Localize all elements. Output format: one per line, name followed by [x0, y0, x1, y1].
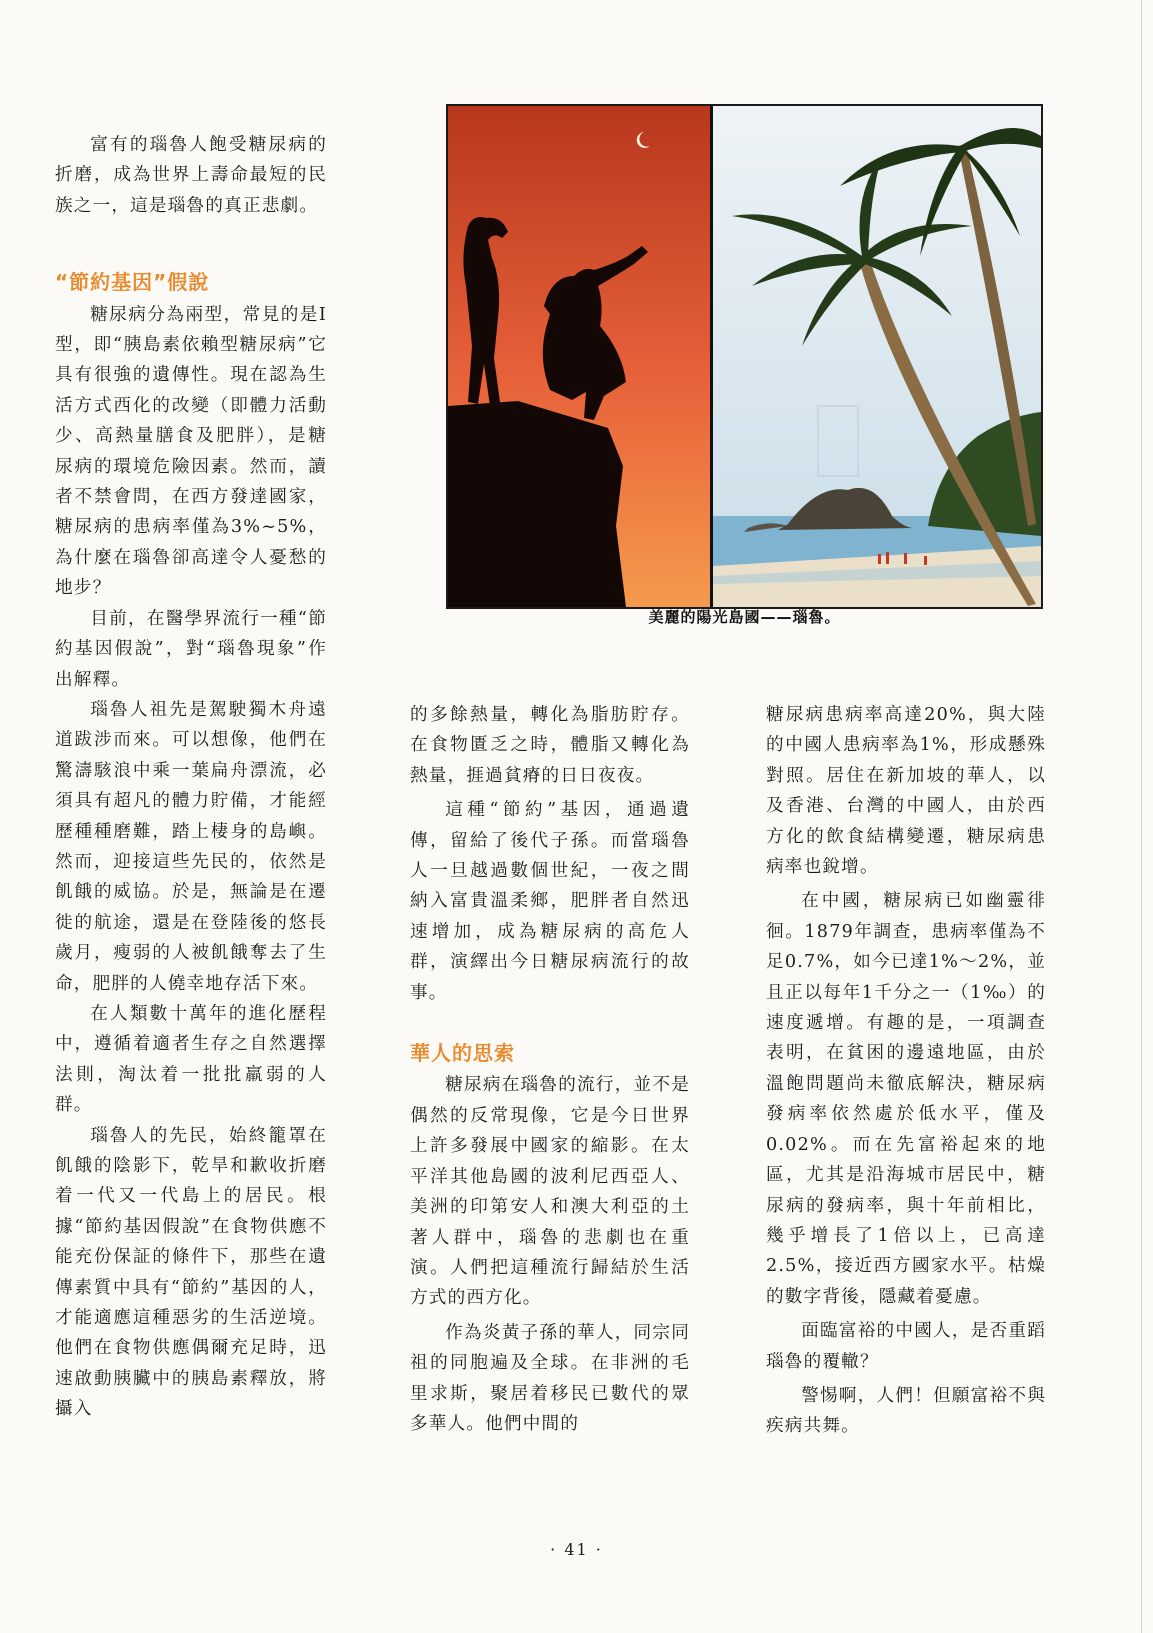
body-paragraph: 的多餘熱量，轉化為脂肪貯存。在食物匱乏之時，體脂又轉化為熱量，捱過貧瘠的日日夜夜。: [410, 705, 690, 786]
beach-palms-scene: [713, 106, 1041, 607]
article-column-right: [766, 700, 1046, 1442]
body-paragraph: 作為炎黃子孫的華人，同宗同祖的同胞遍及全球。在非洲的毛里求斯，聚居着移民已數代的眾多華人。他們中間的: [410, 1322, 690, 1434]
body-paragraph: 瑙魯人的先民，始終籠罩在飢餓的陰影下，乾旱和歉收折磨着一代又一代島上的居民。根據“節約基因假說”在食物供應不能充份保証的條件下，那些在遺傳素質中具有“節約”基因的人，才能適應這種惡劣的生活逆境。他們在食物供應偶爾充足時，迅速啟動胰臟中的胰島素釋放，將攝入: [55, 1125, 327, 1420]
sunset-silhouette-scene: [448, 106, 710, 607]
scan-edge-line: [1141, 0, 1142, 1633]
photo-nauru-collage: [446, 104, 1043, 609]
body-paragraph: 糖尿病患病率高達20%，與大陸的中國人患病率為1%，形成懸殊對照。居住在新加坡的華人，以及香港、台灣的中國人，由於西方化的飲食結構變遷，糖尿病患病率也銳增。: [766, 705, 1046, 878]
body-paragraph: 面臨富裕的中國人，是否重蹈瑙魯的覆轍？: [766, 1321, 1046, 1372]
page-number: · 41 ·: [550, 1540, 603, 1559]
body-paragraph: 警惕啊，人們！但願富裕不與疾病共舞。: [766, 1385, 1046, 1437]
article-column-middle: [410, 700, 690, 1439]
intro-paragraph: 富有的瑙魯人飽受糖尿病的折磨，成為世界上壽命最短的民族之一，這是瑙魯的真正悲劇。: [55, 135, 327, 216]
section-heading-chinese-reflection: 華人的思索: [410, 1041, 515, 1066]
body-paragraph: 在人類數十萬年的進化歷程中，遵循着適者生存之自然選擇法則，淘汰着一批批羸弱的人群。: [55, 1003, 327, 1116]
body-paragraph: 糖尿病在瑙魯的流行，並不是偶然的反常現像，它是今日世界上許多發展中國家的縮影。在太平洋其他島國的波利尼西亞人、美洲的印第安人和澳大利亞的土著人群中，瑙魯的悲劇也在重演。人們把這種流行歸結於生活方式的西方化。: [410, 1075, 690, 1309]
section-heading-thrifty-gene: “節約基因”假說: [55, 270, 210, 295]
body-paragraph: 這種“節約”基因，通過遺傳，留給了後代子孫。而當瑙魯人一旦越過數個世紀，一夜之間納入富貴溫柔鄉，肥胖者自然迅速增加，成為糖尿病的高危人群，演繹出今日糖尿病流行的故事。: [410, 800, 690, 1003]
article-column-left: [55, 130, 327, 1425]
body-paragraph: 糖尿病分為兩型，常見的是I型，即“胰島素依賴型糖尿病”它具有很強的遺傳性。現在認為生活方式西化的改變（即體力活動少、高熱量膳食及肥胖），是糖尿病的環境危險因素。然而，讀者不禁會問，在西方發達國家，糖尿病的患病率僅為3%~5%，為什麼在瑙魯卻高達令人憂愁的地步？: [55, 304, 327, 599]
body-paragraph: 瑙魯人祖先是駕駛獨木舟遠道跋涉而來。可以想像，他們在驚濤駭浪中乘一葉扁舟漂流，必須具有超凡的體力貯備，才能經歷種種磨難，踏上棲身的島嶼。然而，迎接這些先民的，依然是飢餓的威協。於是，無論是在遷徙的航途，還是在登陸後的悠長歲月，瘦弱的人被飢餓奪去了生命，肥胖的人僥幸地存活下來。: [55, 699, 327, 994]
body-paragraph: 在中國，糖尿病已如幽靈徘徊。1879年調查，患病率僅為不足0.7%，如今已達1%～2%，並且正以每年1千分之一（1‰）的速度遞增。有趣的是，一項調查表明，在貧困的邊遠地區，由於溫飽問題尚未徹底解決，糖尿病發病率依然處於低水平，僅及0.02%。而在先富裕起來的地區，尤其是沿海城市居民中，糖尿病的發病率，與十年前相比，幾乎增長了1倍以上，已高達2.5%，接近西方國家水平。枯燥的數字背後，隱藏着憂慮。: [766, 891, 1046, 1307]
photo-caption: 美麗的陽光島國——瑙魯。: [648, 608, 841, 626]
body-paragraph: 目前，在醫學界流行一種“節約基因假說”，對“瑙魯現象”作出解釋。: [55, 608, 327, 690]
